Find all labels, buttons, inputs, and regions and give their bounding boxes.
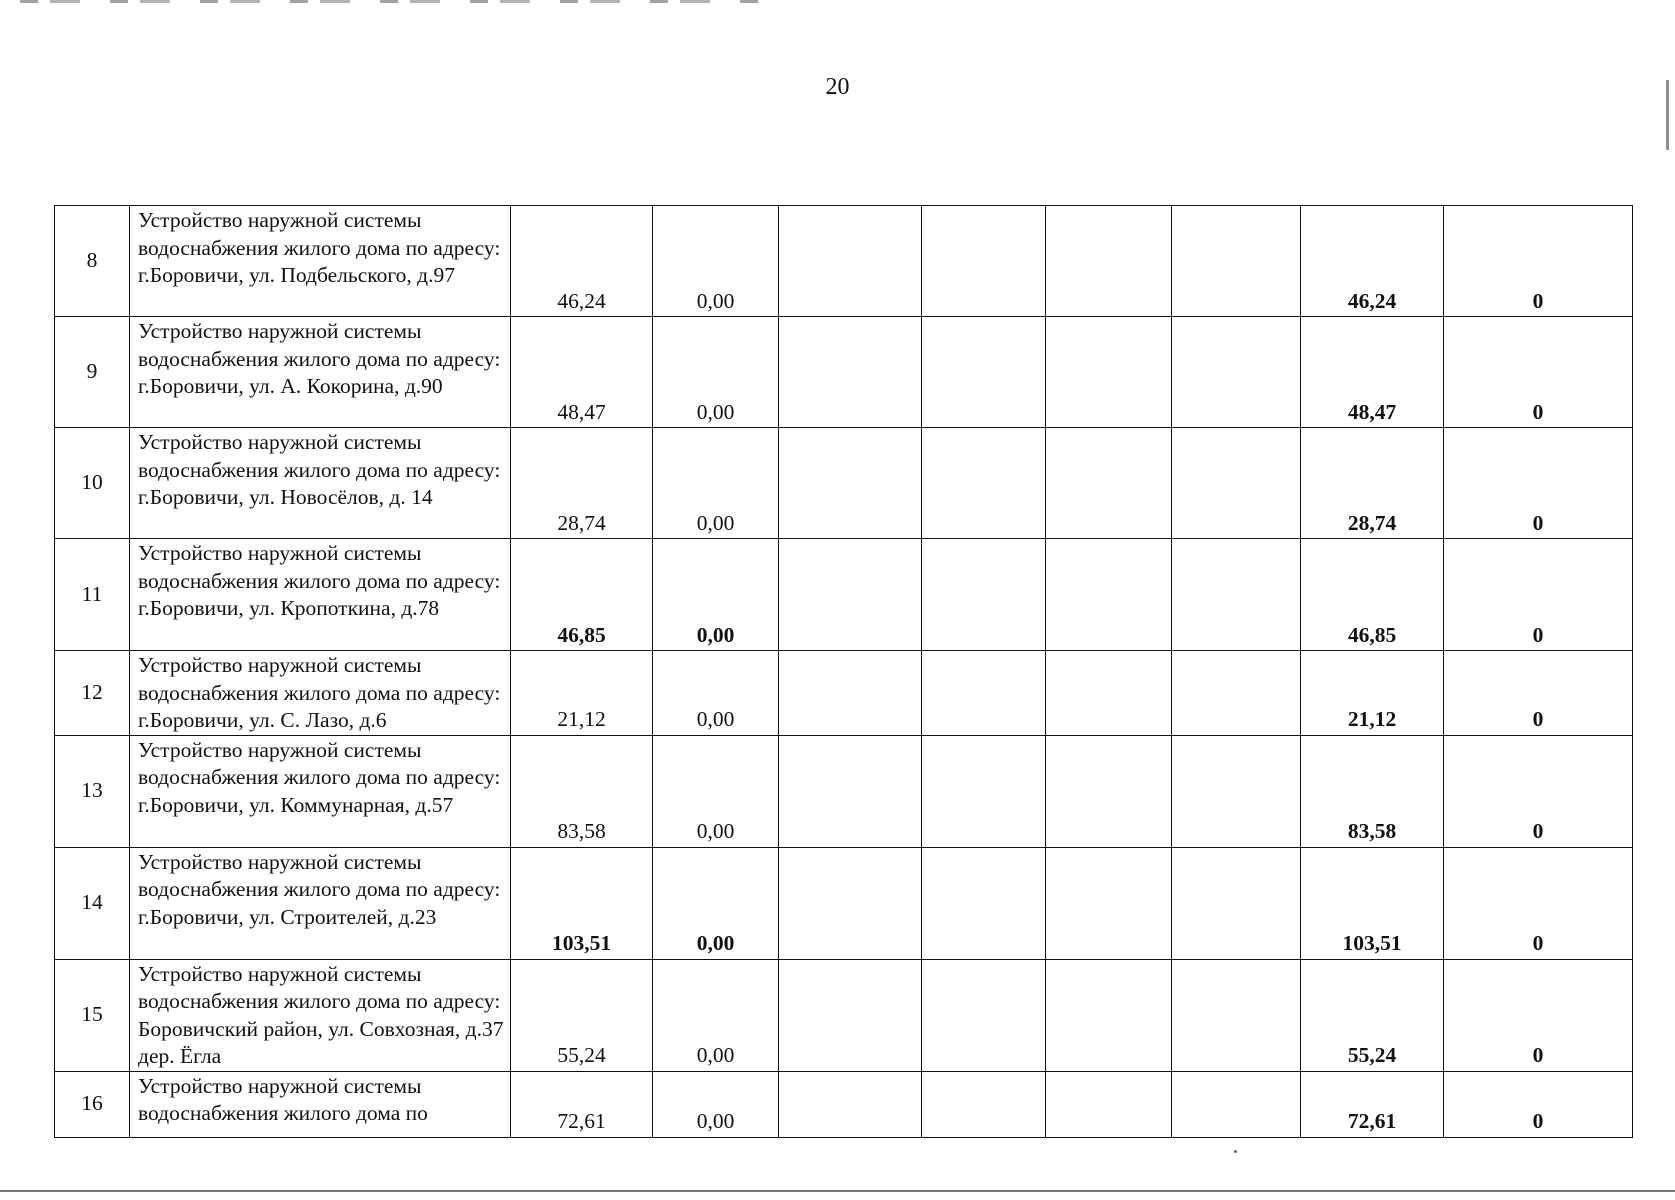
empty-cell — [1046, 317, 1172, 428]
cost-federal-cell: 0,00 — [653, 959, 779, 1071]
table-row — [55, 317, 1633, 428]
table-row — [55, 651, 1633, 736]
empty-cell — [779, 206, 922, 317]
row-number-cell: 14 — [55, 847, 130, 959]
empty-cell — [1172, 1071, 1301, 1137]
table-row — [55, 206, 1633, 317]
table-row — [55, 1071, 1633, 1137]
cost-other-cell: 0 — [1444, 1071, 1633, 1137]
cost-local-cell: 103,51 — [1301, 847, 1444, 959]
description-cell: Устройство наружной системы водоснабжения жилого дома по адресу: г.Боровичи, ул. С. Лазо, д.6 — [130, 651, 511, 736]
empty-cell — [1046, 735, 1172, 847]
cost-other-cell: 0 — [1444, 735, 1633, 847]
table-row — [55, 959, 1633, 1071]
cost-total-cell: 46,85 — [511, 539, 653, 651]
cost-other-cell: 0 — [1444, 651, 1633, 736]
empty-cell — [1046, 539, 1172, 651]
empty-cell — [1046, 1071, 1172, 1137]
cost-local-cell: 55,24 — [1301, 959, 1444, 1071]
cost-total-cell: 28,74 — [511, 428, 653, 539]
cost-local-cell: 72,61 — [1301, 1071, 1444, 1137]
scan-artifact-top — [20, 0, 760, 3]
empty-cell — [922, 651, 1046, 736]
cost-federal-cell: 0,00 — [653, 206, 779, 317]
empty-cell — [922, 317, 1046, 428]
table-row — [55, 847, 1633, 959]
scan-dot — [1234, 1150, 1237, 1153]
description-cell: Устройство наружной системы водоснабжения жилого дома по адресу: г.Боровичи, ул. Новосёлов, д. 14 — [130, 428, 511, 539]
row-number-cell: 10 — [55, 428, 130, 539]
empty-cell — [779, 317, 922, 428]
empty-cell — [922, 735, 1046, 847]
empty-cell — [779, 847, 922, 959]
empty-cell — [1046, 206, 1172, 317]
work-items-table — [54, 205, 1633, 1138]
row-number-cell: 15 — [55, 959, 130, 1071]
description-cell: Устройство наружной системы водоснабжения жилого дома по — [130, 1071, 511, 1137]
row-number-cell: 16 — [55, 1071, 130, 1137]
cost-federal-cell: 0,00 — [653, 539, 779, 651]
empty-cell — [779, 959, 922, 1071]
cost-federal-cell: 0,00 — [653, 651, 779, 736]
empty-cell — [1046, 428, 1172, 539]
empty-cell — [1172, 539, 1301, 651]
empty-cell — [1172, 428, 1301, 539]
description-cell: Устройство наружной системы водоснабжения жилого дома по адресу: Боровичский район, ул. Совхозная, д.37 дер. Ёгла — [130, 959, 511, 1071]
cost-total-cell: 21,12 — [511, 651, 653, 736]
table-row — [55, 735, 1633, 847]
table-body — [55, 206, 1633, 1138]
empty-cell — [779, 651, 922, 736]
empty-cell — [1046, 651, 1172, 736]
empty-cell — [1172, 206, 1301, 317]
cost-local-cell: 46,85 — [1301, 539, 1444, 651]
cost-local-cell: 48,47 — [1301, 317, 1444, 428]
page-bottom-rule — [0, 1190, 1675, 1192]
description-cell: Устройство наружной системы водоснабжения жилого дома по адресу: г.Боровичи, ул. А. Кокорина, д.90 — [130, 317, 511, 428]
cost-federal-cell: 0,00 — [653, 1071, 779, 1137]
cost-local-cell: 83,58 — [1301, 735, 1444, 847]
cost-total-cell: 46,24 — [511, 206, 653, 317]
cost-local-cell: 28,74 — [1301, 428, 1444, 539]
page-number: 20 — [825, 74, 850, 100]
description-cell: Устройство наружной системы водоснабжения жилого дома по адресу: г.Боровичи, ул. Коммунарная, д.57 — [130, 735, 511, 847]
empty-cell — [1172, 959, 1301, 1071]
empty-cell — [779, 735, 922, 847]
row-number-cell: 9 — [55, 317, 130, 428]
cost-other-cell: 0 — [1444, 539, 1633, 651]
empty-cell — [779, 428, 922, 539]
table-row — [55, 428, 1633, 539]
empty-cell — [922, 959, 1046, 1071]
cost-other-cell: 0 — [1444, 847, 1633, 959]
cost-total-cell: 83,58 — [511, 735, 653, 847]
cost-federal-cell: 0,00 — [653, 735, 779, 847]
cost-total-cell: 103,51 — [511, 847, 653, 959]
empty-cell — [1172, 847, 1301, 959]
cost-local-cell: 21,12 — [1301, 651, 1444, 736]
empty-cell — [1046, 847, 1172, 959]
empty-cell — [1172, 317, 1301, 428]
empty-cell — [922, 428, 1046, 539]
empty-cell — [779, 539, 922, 651]
empty-cell — [922, 539, 1046, 651]
empty-cell — [922, 847, 1046, 959]
cost-federal-cell: 0,00 — [653, 317, 779, 428]
cost-total-cell: 55,24 — [511, 959, 653, 1071]
cost-other-cell: 0 — [1444, 206, 1633, 317]
empty-cell — [1172, 735, 1301, 847]
description-cell: Устройство наружной системы водоснабжения жилого дома по адресу: г.Боровичи, ул. Подбельского, д.97 — [130, 206, 511, 317]
empty-cell — [922, 1071, 1046, 1137]
row-number-cell: 12 — [55, 651, 130, 736]
cost-total-cell: 72,61 — [511, 1071, 653, 1137]
description-cell: Устройство наружной системы водоснабжения жилого дома по адресу: г.Боровичи, ул. Кропоткина, д.78 — [130, 539, 511, 651]
cost-total-cell: 48,47 — [511, 317, 653, 428]
cost-other-cell: 0 — [1444, 959, 1633, 1071]
cost-local-cell: 46,24 — [1301, 206, 1444, 317]
cost-federal-cell: 0,00 — [653, 428, 779, 539]
empty-cell — [779, 1071, 922, 1137]
row-number-cell: 11 — [55, 539, 130, 651]
cost-other-cell: 0 — [1444, 317, 1633, 428]
row-number-cell: 8 — [55, 206, 130, 317]
table-row — [55, 539, 1633, 651]
cost-federal-cell: 0,00 — [653, 847, 779, 959]
empty-cell — [922, 206, 1046, 317]
empty-cell — [1172, 651, 1301, 736]
empty-cell — [1046, 959, 1172, 1071]
cost-other-cell: 0 — [1444, 428, 1633, 539]
row-number-cell: 13 — [55, 735, 130, 847]
description-cell: Устройство наружной системы водоснабжения жилого дома по адресу: г.Боровичи, ул. Строителей, д.23 — [130, 847, 511, 959]
